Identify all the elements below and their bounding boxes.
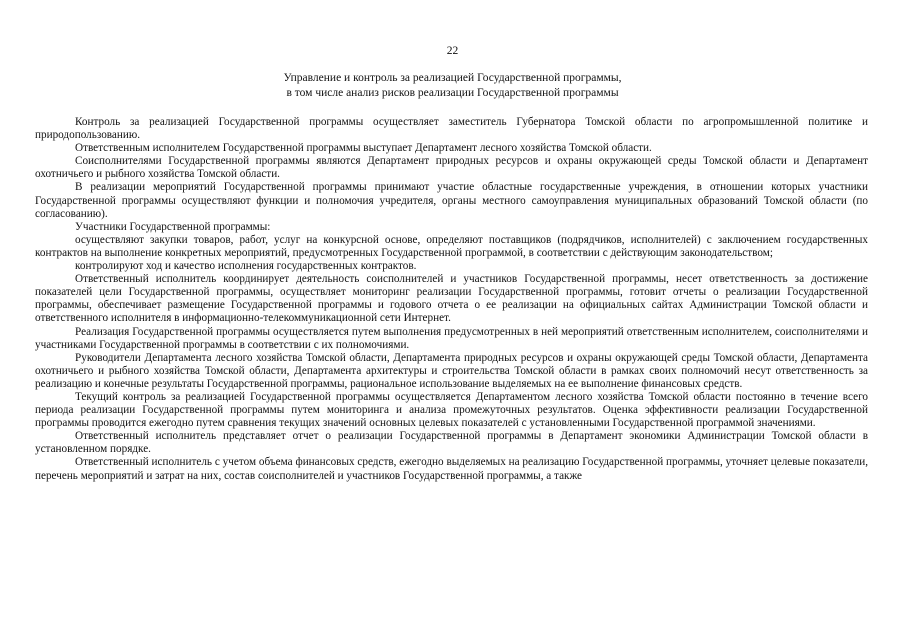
paragraph-procurement: осуществляют закупки товаров, работ, услуг на конкурсной основе, определяют поставщиков (подрядчиков, исполнителей) с заключением государственных контрактов на выполнение конкретных мероприятий, предусмотренных Государственной программой, в соответствии с действующим законодательством; (35, 233, 868, 259)
body-text (35, 116, 868, 483)
paragraph-co-executors: Соисполнителями Государственной программы являются Департамент природных ресурсов и охраны окружающей среды Томской области и Департамент охотничьего и рыбного хозяйства Томской области. (35, 155, 868, 181)
paragraph-coordination: Ответственный исполнитель координирует деятельность соисполнителей и участников Государственной программы, несет ответственность за достижение показателей цели Государственной программы, осуществляет мониторинг реализации Государственной программы, готовит отчеты о реализации Государственной программы, обеспечивает размещение Государственной программы и годового отчета о ее реализации на официальных сайтах Администрации Томской области и ответственного исполнителя в информационно-телекоммуникационной сети Интернет. (35, 273, 868, 325)
paragraph-department-heads: Руководители Департамента лесного хозяйства Томской области, Департамента природных ресурсов и охраны окружающей среды Томской области, Департамента охотничьего и рыбного хозяйства Томской области, Департамента архитектуры и строительства Томской области в рамках своих полномочий несут ответственность за реализацию и конечные результаты Государственной программы, рациональное использование выделяемых на ее выполнение финансовых средств. (35, 351, 868, 390)
paragraph-report: Ответственный исполнитель представляет отчет о реализации Государственной программы в Департамент экономики Администрации Томской области в установленном порядке. (35, 430, 868, 456)
heading-line-1: Управление и контроль за реализацией Государственной программы, (283, 72, 622, 84)
page-number: 22 (446, 45, 459, 57)
paragraph-participants-intro: Участники Государственной программы: (75, 220, 271, 233)
paragraph-current-control: Текущий контроль за реализацией Государственной программы осуществляется Департаментом лесного хозяйства Томской области постоянно в течение всего периода реализации Государственной программы путем мониторинга и анализа промежуточных результатов. Оценка эффективности реализации Государственной программы проводится ежегодно путем сравнения текущих значений основных целевых показателей с установленными Государственной программой значениями. (35, 390, 868, 430)
section-heading (0, 71, 905, 101)
paragraph-contract-control: контролируют ход и качество исполнения государственных контрактов. (75, 260, 417, 273)
paragraph-control: Контроль за реализацией Государственной программы осуществляет заместитель Губернатора Томской области по агропромышленной политике и природопользованию. (35, 116, 868, 142)
paragraph-implementation: Реализация Государственной программы осуществляется путем выполнения предусмотренных в ней мероприятий ответственным исполнителем, соисполнителями и участниками Государственной программы в соответствии с их полномочиями. (35, 325, 868, 351)
paragraph-responsible-executor: Ответственным исполнителем Государственной программы выступает Департамент лесного хозяйства Томской области. (75, 142, 652, 155)
paragraph-adjustments: Ответственный исполнитель с учетом объема финансовых средств, ежегодно выделяемых на реализацию Государственной программы, уточняет целевые показатели, перечень мероприятий и затрат на них, состав соисполнителей и участников Государственной программы, а также (35, 456, 868, 482)
paragraph-participating-institutions: В реализации мероприятий Государственной программы принимают участие областные государственные учреждения, в отношении которых участники Государственной программы осуществляют функции и полномочия учредителя, органы местного самоуправления муниципальных образований Томской области (по согласованию). (35, 181, 868, 220)
heading-line-2: в том числе анализ рисков реализации Государственной программы (286, 87, 619, 99)
